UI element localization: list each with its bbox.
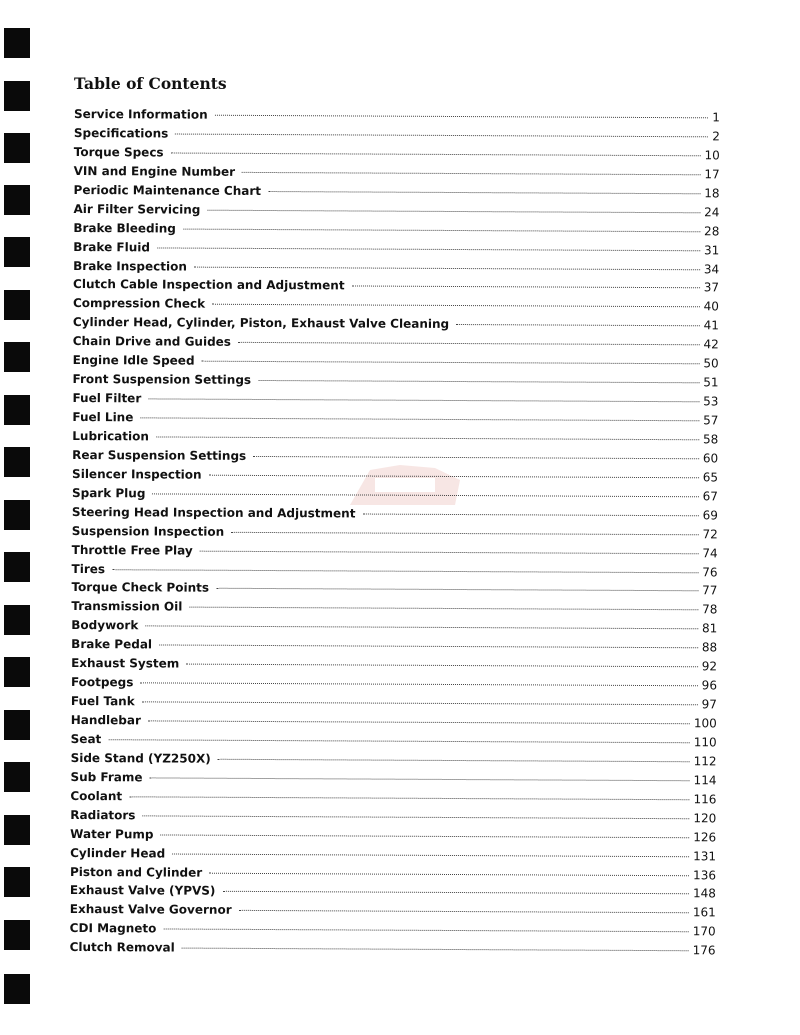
toc-entry-title: Chain Drive and Guides xyxy=(72,334,232,350)
toc-entry-page: 17 xyxy=(704,167,720,182)
binding-hole xyxy=(4,133,30,163)
toc-entry-page: 40 xyxy=(703,299,719,314)
toc-entry-title: Coolant xyxy=(70,788,123,804)
toc-entry-page: 88 xyxy=(701,640,718,655)
toc-entry-page: 65 xyxy=(702,470,719,485)
dot-leader xyxy=(159,645,698,649)
toc-entry-title: Specifications xyxy=(73,125,169,141)
toc-entry-page: 176 xyxy=(692,943,716,958)
toc-entry-page: 34 xyxy=(703,261,720,276)
dot-leader xyxy=(212,304,700,308)
toc-entry-title: Lubrication xyxy=(72,428,149,444)
toc-entry-page: 24 xyxy=(704,204,720,220)
toc-entry-title: Brake Pedal xyxy=(71,637,153,652)
toc-entry-page: 81 xyxy=(701,621,718,636)
dot-leader xyxy=(156,436,699,440)
toc-entry-title: Exhaust System xyxy=(71,656,180,671)
toc-entry-title: Steering Head Inspection and Adjustment xyxy=(71,504,356,521)
toc-entry-page: 74 xyxy=(702,545,718,560)
toc-entry-page: 67 xyxy=(702,489,719,504)
dot-leader xyxy=(222,891,689,894)
dot-leader xyxy=(183,228,700,232)
toc-entry-title: CDI Magneto xyxy=(69,921,157,936)
toc-entry-page: 18 xyxy=(704,186,720,201)
toc-entry-title: Footpegs xyxy=(70,675,134,690)
dot-leader xyxy=(161,834,690,838)
toc-entry-title: Bodywork xyxy=(71,618,139,633)
dot-leader xyxy=(157,247,700,251)
dot-leader xyxy=(207,209,700,213)
binding-hole xyxy=(4,867,30,897)
toc-entry-page: 2 xyxy=(712,129,720,144)
binding-hole xyxy=(4,395,30,425)
dot-leader xyxy=(253,456,699,459)
dot-leader xyxy=(150,777,690,781)
dot-leader xyxy=(215,115,709,119)
dot-leader xyxy=(216,588,698,592)
dot-leader xyxy=(202,361,700,365)
toc-entry-title: VIN and Engine Number xyxy=(73,163,236,179)
dot-leader xyxy=(200,550,699,554)
toc-entry-page: 28 xyxy=(704,223,720,239)
toc-entry-page: 126 xyxy=(693,829,717,844)
dot-leader xyxy=(209,872,689,876)
dot-leader xyxy=(140,417,699,421)
toc-entry-title: Water Pump xyxy=(70,826,154,842)
dot-leader xyxy=(163,929,688,933)
toc-entry-page: 161 xyxy=(692,905,716,920)
toc-entry-page: 112 xyxy=(693,754,717,769)
dot-leader xyxy=(142,815,689,819)
toc-entry-page: 51 xyxy=(703,375,719,390)
dot-leader xyxy=(268,191,700,194)
toc-entry-title: Clutch Removal xyxy=(69,940,175,955)
toc-entry-page: 116 xyxy=(693,792,717,807)
toc-entry-page: 53 xyxy=(703,394,719,409)
toc-entry-title: Service Information xyxy=(73,107,208,122)
dot-leader xyxy=(362,513,698,516)
toc-entry-title: Clutch Cable Inspection and Adjustment xyxy=(73,277,345,293)
dot-leader xyxy=(171,152,701,156)
toc-entry-page: 69 xyxy=(702,507,718,523)
toc-entry-page: 10 xyxy=(704,148,720,163)
dot-leader xyxy=(112,569,698,573)
toc-entry-title: Piston and Cylinder xyxy=(69,864,203,880)
dot-leader xyxy=(218,759,690,762)
toc-entry-title: Spark Plug xyxy=(71,485,146,501)
toc-entry[interactable] xyxy=(70,940,716,962)
dot-leader xyxy=(152,493,698,497)
toc-entry-page: 50 xyxy=(703,356,719,371)
dot-leader xyxy=(145,626,698,630)
toc-entry-title: Cylinder Head, Cylinder, Piston, Exhaust Valve Cleaning xyxy=(72,315,450,332)
dot-leader xyxy=(148,720,690,724)
toc-entry-title: Throttle Free Play xyxy=(71,542,193,558)
binding-hole xyxy=(4,81,30,111)
binding-hole xyxy=(4,552,30,582)
toc-entry-page: 131 xyxy=(693,848,717,863)
binding-hole xyxy=(4,447,30,477)
toc-entry-page: 77 xyxy=(702,583,718,598)
toc-entry-title: Sub Frame xyxy=(70,769,143,785)
toc-entry-title: Fuel Filter xyxy=(72,391,142,406)
dot-leader xyxy=(189,607,698,611)
toc-entry-title: Suspension Inspection xyxy=(71,523,225,539)
toc-entry-title: Brake Inspection xyxy=(73,258,187,274)
toc-entry-title: Brake Bleeding xyxy=(73,220,176,236)
dot-leader xyxy=(352,286,700,289)
toc-entry-page: 41 xyxy=(703,318,719,333)
table-of-contents xyxy=(70,107,720,963)
toc-entry-title: Tires xyxy=(71,561,106,576)
binding-hole xyxy=(4,974,30,1004)
binding-hole xyxy=(4,920,30,950)
dot-leader xyxy=(239,910,689,913)
toc-entry-title: Torque Check Points xyxy=(71,580,210,596)
toc-entry-title: Fuel Tank xyxy=(70,694,135,709)
toc-entry-page: 57 xyxy=(703,413,719,428)
toc-entry-page: 120 xyxy=(693,810,717,826)
toc-entry-title: Exhaust Valve Governor xyxy=(69,902,232,918)
dot-leader xyxy=(172,853,689,857)
dot-leader xyxy=(209,475,699,479)
dot-leader xyxy=(108,739,689,743)
dot-leader xyxy=(231,531,698,534)
binding-hole xyxy=(4,185,30,215)
dot-leader xyxy=(182,948,689,952)
dot-leader xyxy=(258,380,699,383)
toc-entry-page: 100 xyxy=(693,716,717,731)
binding-edge xyxy=(0,0,40,1035)
toc-entry-page: 58 xyxy=(702,432,719,447)
toc-entry-page: 136 xyxy=(693,867,717,882)
toc-entry-title: Brake Fluid xyxy=(73,239,151,254)
toc-entry-title: Engine Idle Speed xyxy=(72,353,195,368)
toc-entry-page: 78 xyxy=(702,602,718,617)
toc-entry-page: 76 xyxy=(702,564,718,579)
toc-entry-title: Periodic Maintenance Chart xyxy=(73,182,262,198)
dot-leader xyxy=(129,796,689,800)
toc-entry-title: Seat xyxy=(70,731,102,747)
toc-entry-page: 92 xyxy=(701,659,718,674)
toc-entry-title: Side Stand (YZ250X) xyxy=(70,750,211,766)
toc-entry-title: Handlebar xyxy=(70,712,141,728)
dot-leader xyxy=(148,398,699,402)
toc-entry-title: Exhaust Valve (YPVS) xyxy=(69,883,216,899)
binding-hole xyxy=(4,28,30,58)
toc-entry-page: 37 xyxy=(703,280,720,295)
binding-hole xyxy=(4,815,30,845)
binding-hole xyxy=(4,657,30,687)
binding-hole xyxy=(4,290,30,320)
toc-entry-page: 148 xyxy=(692,886,716,901)
toc-entry-title: Torque Specs xyxy=(73,144,164,160)
toc-entry-page: 72 xyxy=(702,526,718,542)
toc-entry-title: Silencer Inspection xyxy=(72,466,202,482)
toc-entry-page: 60 xyxy=(702,451,719,466)
toc-entry-page: 170 xyxy=(692,924,716,939)
toc-entry-title: Radiators xyxy=(70,807,136,823)
dot-leader xyxy=(194,266,700,270)
toc-entry-title: Cylinder Head xyxy=(70,845,166,861)
dot-leader xyxy=(175,133,708,137)
binding-hole xyxy=(4,762,30,792)
dot-leader xyxy=(140,682,697,686)
toc-entry-title: Rear Suspension Settings xyxy=(72,447,247,463)
dot-leader xyxy=(242,172,700,175)
dot-leader xyxy=(142,701,698,705)
dot-leader xyxy=(186,664,698,668)
toc-entry-page: 42 xyxy=(703,337,719,352)
toc-entry-page: 1 xyxy=(712,110,720,125)
toc-entry-page: 97 xyxy=(701,697,717,712)
page-title: Table of Contents xyxy=(74,74,227,93)
toc-entry-title: Front Suspension Settings xyxy=(72,372,252,388)
binding-hole xyxy=(4,237,30,267)
dot-leader xyxy=(456,324,699,326)
toc-entry-page: 31 xyxy=(703,242,720,257)
binding-hole xyxy=(4,605,30,635)
toc-entry-title: Air Filter Servicing xyxy=(73,201,201,217)
binding-hole xyxy=(4,342,30,372)
toc-entry-title: Fuel Line xyxy=(72,409,134,425)
toc-entry-title: Transmission Oil xyxy=(71,599,183,614)
toc-entry-title: Compression Check xyxy=(72,296,206,312)
toc-entry-page: 110 xyxy=(693,735,717,750)
binding-hole xyxy=(4,500,30,530)
dot-leader xyxy=(238,342,700,345)
toc-entry-page: 96 xyxy=(701,678,718,693)
toc-entry-page: 114 xyxy=(693,773,717,788)
binding-hole xyxy=(4,710,30,740)
